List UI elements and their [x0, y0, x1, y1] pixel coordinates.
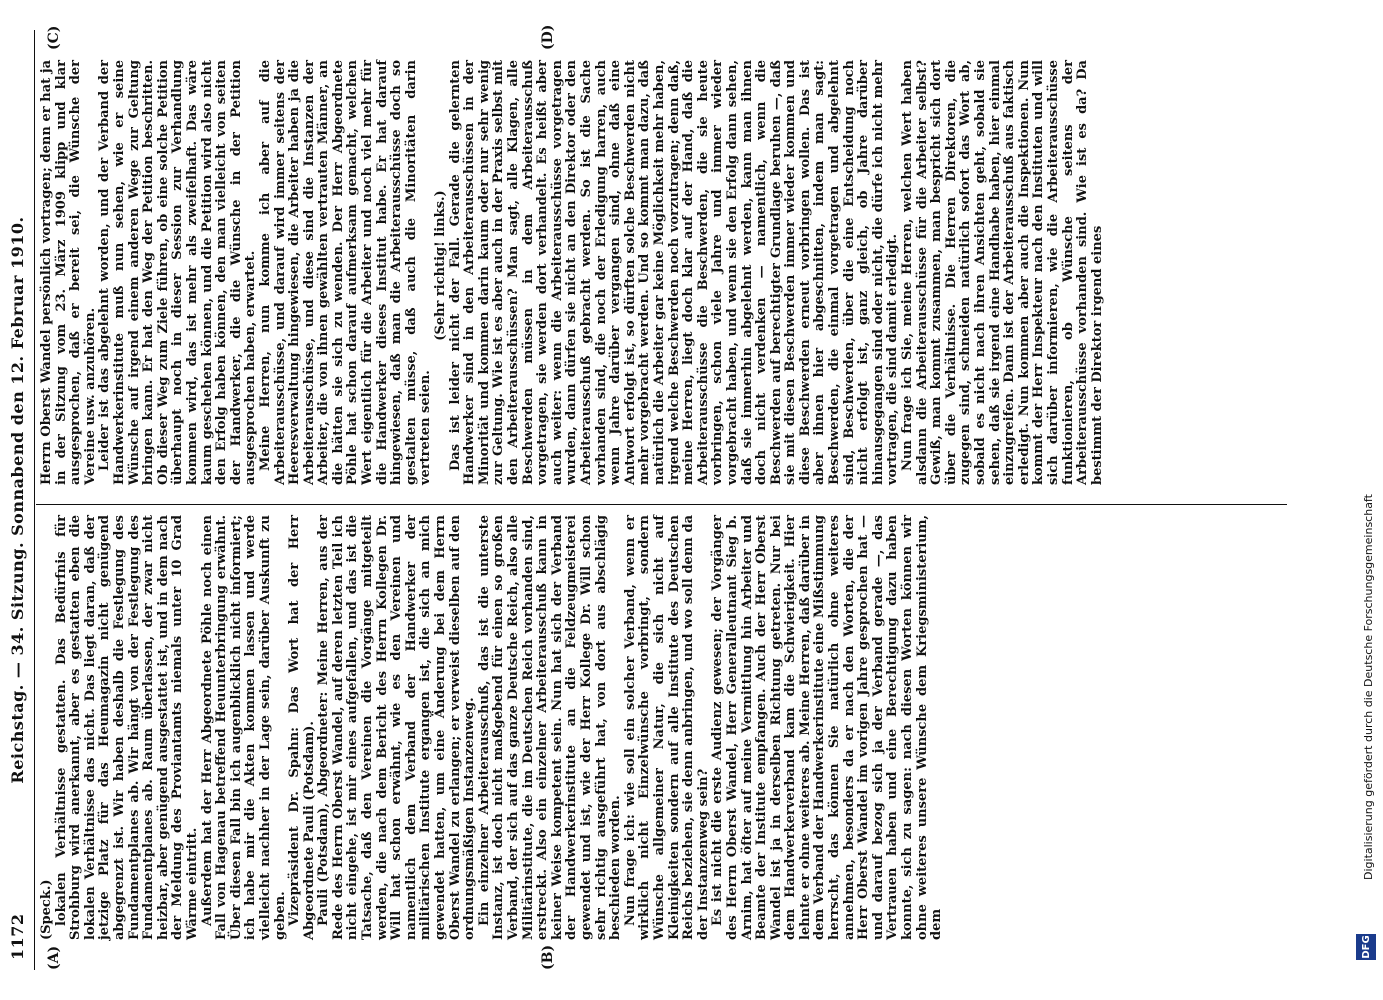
right-para-2: Meine Herren, nun komme ich aber auf die Arbeiterausschüsse, und darauf wird immer seitens der Heeresverwaltung hingewiesen, die Arbeiter haben ja die Arbeiterausschüsse, und diese sind die Instanzen der Arbeiter, die von ihnen gewählten vertrauten Männer, an die hätten sie sich zu wenden. Der Herr Abgeordnete Pöhle hat schon darauf aufmerksam gemacht, welchen Wert eigentlich für die Arbeiter und noch viel mehr für die Handwerker dieses Institut habe. Er hat darauf hingewiesen, daß man die Arbeiterausschüsse doch so gestalten müsse, daß auch die Minoritäten darin vertreten seien. — [257, 60, 434, 485]
right-para-1: Leider ist das abgelehnt worden, und der Verband der Handwerkerinstitute muß nun sehen, wie er seine Wünsche auf irgend einem anderen Wege zur Geltung bringen kann. Er hat den Weg der Petition beschritten. Ob dieser Weg zum Ziele führen, ob eine solche Petition überhaupt noch in dieser Session zur Verhandlung kommen wird, das ist mehr als zweifelhaft. Das wäre kaum geschehen können, und die Petition wird also nicht den Erfolg haben können, den man vielleicht von seiten der Handwerker, die die Wünsche in der Petition ausgesprochen haben, erwartet. — [97, 60, 259, 485]
right-para-5: Nun frage ich Sie, meine Herren, welchen Wert haben alsdann die Arbeiterausschüsse für die Arbeiter selbst? Gewiß, man kommt zusammen, man bespricht sich dort über die Verhältnisse. Die Herren Direktoren, die zugegen sind, schneiden natürlich sofort das Wort ab, sobald es nicht nach ihren Ansichten geht, sobald sie sehen, daß sie irgend eine Handhabe haben, hier einmal einzugreifen. Dann ist der Arbeiterausschuß aus faktisch erledigt. Nun kommen aber auch die Inspektionen. Nun kommt der Herr Inspekteur nach den Instituten und will sich darüber informieren, wie die Arbeiterausschüsse funktionieren, ob Wünsche seitens der Arbeiterausschüsse vorhanden sind. Wie ist es da? Da bestimmt der Direktor irgend eines — [900, 60, 1105, 485]
right-para-3: (Sehr richtig! links.) — [433, 190, 449, 341]
right-para-0: Herrn Oberst Wandel persönlich vortragen; denn er hat ja in der Sitzung vom 23. März 1909 klipp und klar ausgesprochen, daß er bereit sei, die Wünsche der Vereine usw. anzuhören. — [39, 60, 98, 485]
digitization-credit: Digitalisierung gefördert durch die Deutsche Forschungsgemeinschaft — [1362, 494, 1375, 880]
left-para-2: Außerdem hat der Herr Abgeordnete Pöhle noch einen Fall von Hagenau betreffend Heuunterbringung erwähnt. Über diesen Fall bin ich augenblicklich nicht informiert; ich habe mir die Akten kommen lassen und werde vielleicht nachher in der Lage sein, darüber Auskunft zu geben. — [199, 515, 288, 940]
page-title: Reichstag. — 34. Sitzung. Sonnabend den 12. Februar 1910. — [8, 216, 27, 784]
dfg-logo: DFG — [1356, 934, 1376, 960]
header-rule — [34, 30, 35, 970]
left-para-5: Ein einzelner Arbeiterausschuß, das ist die unterste Instanz, ist doch nicht maßgebend für einen so großen Verband, der sich auf das ganze Deutsche Reich, also alle Militärinstitute, die im Deutschen Reich vorhanden sind, erstreckt. Also ein einzelner Arbeiterausschuß kann in keiner Weise kompetent sein. Nun hat sich der Verband der Handwerkerinstitute an die Feldzeugmeisterei gewendet und ist, wie der Herr Kollege Dr. Will schon sehr richtig ausgeführt hat, von dort aus abschlägig beschieden worden. — [476, 515, 624, 940]
page-number: 1172 — [8, 913, 27, 960]
margin-mark-c: (C) — [46, 25, 62, 50]
left-para-7: Es ist nicht die erste Audienz gewesen; der Vorgänger des Herrn Oberst Wandel, Herr Generalleutnant Sieg b. Arnim, hat öfter auf meine Vermittlung hin Arbeiter und Beamte der Institute empfangen. Auch der Herr Oberst Wandel ist ja in derselben Richtung getreten. Nur bei dem Handwerkerverband kam die Schwierigkeit. Hier lehnte er ohne weiteres ab. Meine Herren, daß darüber in dem Verband der Handwerkerinstitute eine Mißstimmung herrscht, das können Sie natürlich ohne weiteres annehmen, besonders da er nach den Worten, die der Herr Oberst Wandel im vorigen Jahre gesprochen hat — und darauf bezog sich ja der Verband gerade —, das Vertrauen haben und eine Berechtigung dazu haben konnte, sich zu sagen: nach diesen Worten können wir ohne weiteres unsere Wünsche dem Kriegsministerium, dem — [710, 515, 945, 940]
left-para-3: Vizepräsident Dr. Spahn: Das Wort hat der Herr Abgeordnete Pauli (Potsdam). — [287, 515, 317, 940]
margin-mark-a: (A) — [46, 945, 62, 970]
left-para-1: lokalen Verhältnisse gestatten. Das Bedürfnis für Strohburg wird anerkannt, aber es gestatten eben die lokalen Verhältnisse das nicht. Das liegt daran, daß der jetzige Platz für das Heumagazin nicht genügend abgegrenzt ist. Wir haben deshalb die Festlegung des Fundamentplanes ab. Wir hängt von der Festlegung des Fundamentplanes ab. Raum überlassen, der zwar nicht heizbar, aber genügend ausgestattet ist, und in dem nach der Meldung des Proviantamts niemals unter 10 Grad Wärme eintritt. — [53, 515, 200, 940]
left-para-6: Nun frage ich: wie soll ein solcher Verband, wenn er wirklich nicht Einzelwünsche vorbringt, sondern Wünsche allgemeiner Natur, die sich nicht auf Kleinigkeiten sondern auf alle Institute des Deutschen Reichs beziehen, sie denn anbringen, und wo soll denn da der Instanzenweg sein? — [622, 515, 711, 940]
left-column — [40, 515, 1283, 940]
left-para-4: Pauli (Potsdam), Abgeordneter: Meine Herren, aus der Rede des Herrn Oberst Wandel, auf deren letzten Teil ich nicht eingehe, ist mir eines aufgefallen, und das ist die Tatsache, daß den Vereinen die Vorgänge mitgeteilt werden, die nach dem Bericht des Herrn Kollegen Dr. Will hat schon erwähnt, wie es den Vereinen und namentlich dem Verband der Handwerker der militärischen Institute ergangen ist, die sich an mich gewendet hatten, um eine Änderung bei dem Herrn Oberst Wandel zu erlangen; er verweist dieselben auf den ordnungsmäßigen Instanzenweg. — [316, 515, 478, 940]
margin-mark-d: (D) — [540, 24, 556, 50]
column-separator — [36, 504, 1287, 505]
left-para-0: (Speck.) — [39, 879, 54, 940]
right-para-4: Das ist leider nicht der Fall. Gerade die gelernten Handwerker sind in den Arbeiterausschüssen in der Minorität und kommen darin kaum oder nur sehr wenig zur Geltung. Wie ist es aber auch in der Praxis selbst mit den Arbeiterausschüssen? Man sagt, alle Klagen, alle Beschwerden müssen in dem Arbeiterausschuß vorgetragen, sie werden dort verhandelt. Es heißt aber auch weiter: wenn die Arbeiterausschüsse vorgetragen wurden, dann dürfen sie nicht an den Direktor oder den Arbeiterausschuß gebracht werden. So ist die Sache vorhanden sind, die noch der Erledigung harren, auch wenn Jahre darüber vergangen sind, ohne daß eine Antwort erfolgt ist, so dürften solche Beschwerden nicht mehr vorgebracht werden. Und so kommt man dazu, daß natürlich die Arbeiter gar keine Möglichkeit mehr haben, irgend welche Beschwerden noch vorzutragen; denn daß, meine Herren, liegt doch klar auf der Hand, daß die Arbeiterausschüsse die Beschwerden, die sie heute vorbringen, schon viele Jahre und immer wieder vorgebracht haben, und wenn sie den Erfolg dann sehen, daß sie immerhin abgelehnt werden, kann man ihnen doch nicht verdenken — namentlich, wenn die Beschwerden auf berechtigter Grundlage beruhen —, daß sie mit diesen Beschwerden immer wieder kommen und diese Beschwerden erneut vorbringen wollen. Das ist aber ihnen hier abgeschnitten, indem man sagt: Beschwerden, die einmal vorgetragen und abgelehnt sind, Beschwerden, über die eine Entscheidung noch nicht erfolgt ist, ganz gleich, ob Jahre darüber hinausgegangen sind oder nicht, die dürfe ich nicht mehr vortragen, die sind damit erledigt. — [447, 60, 901, 485]
margin-mark-b: (B) — [540, 944, 556, 970]
right-column — [40, 60, 1283, 485]
